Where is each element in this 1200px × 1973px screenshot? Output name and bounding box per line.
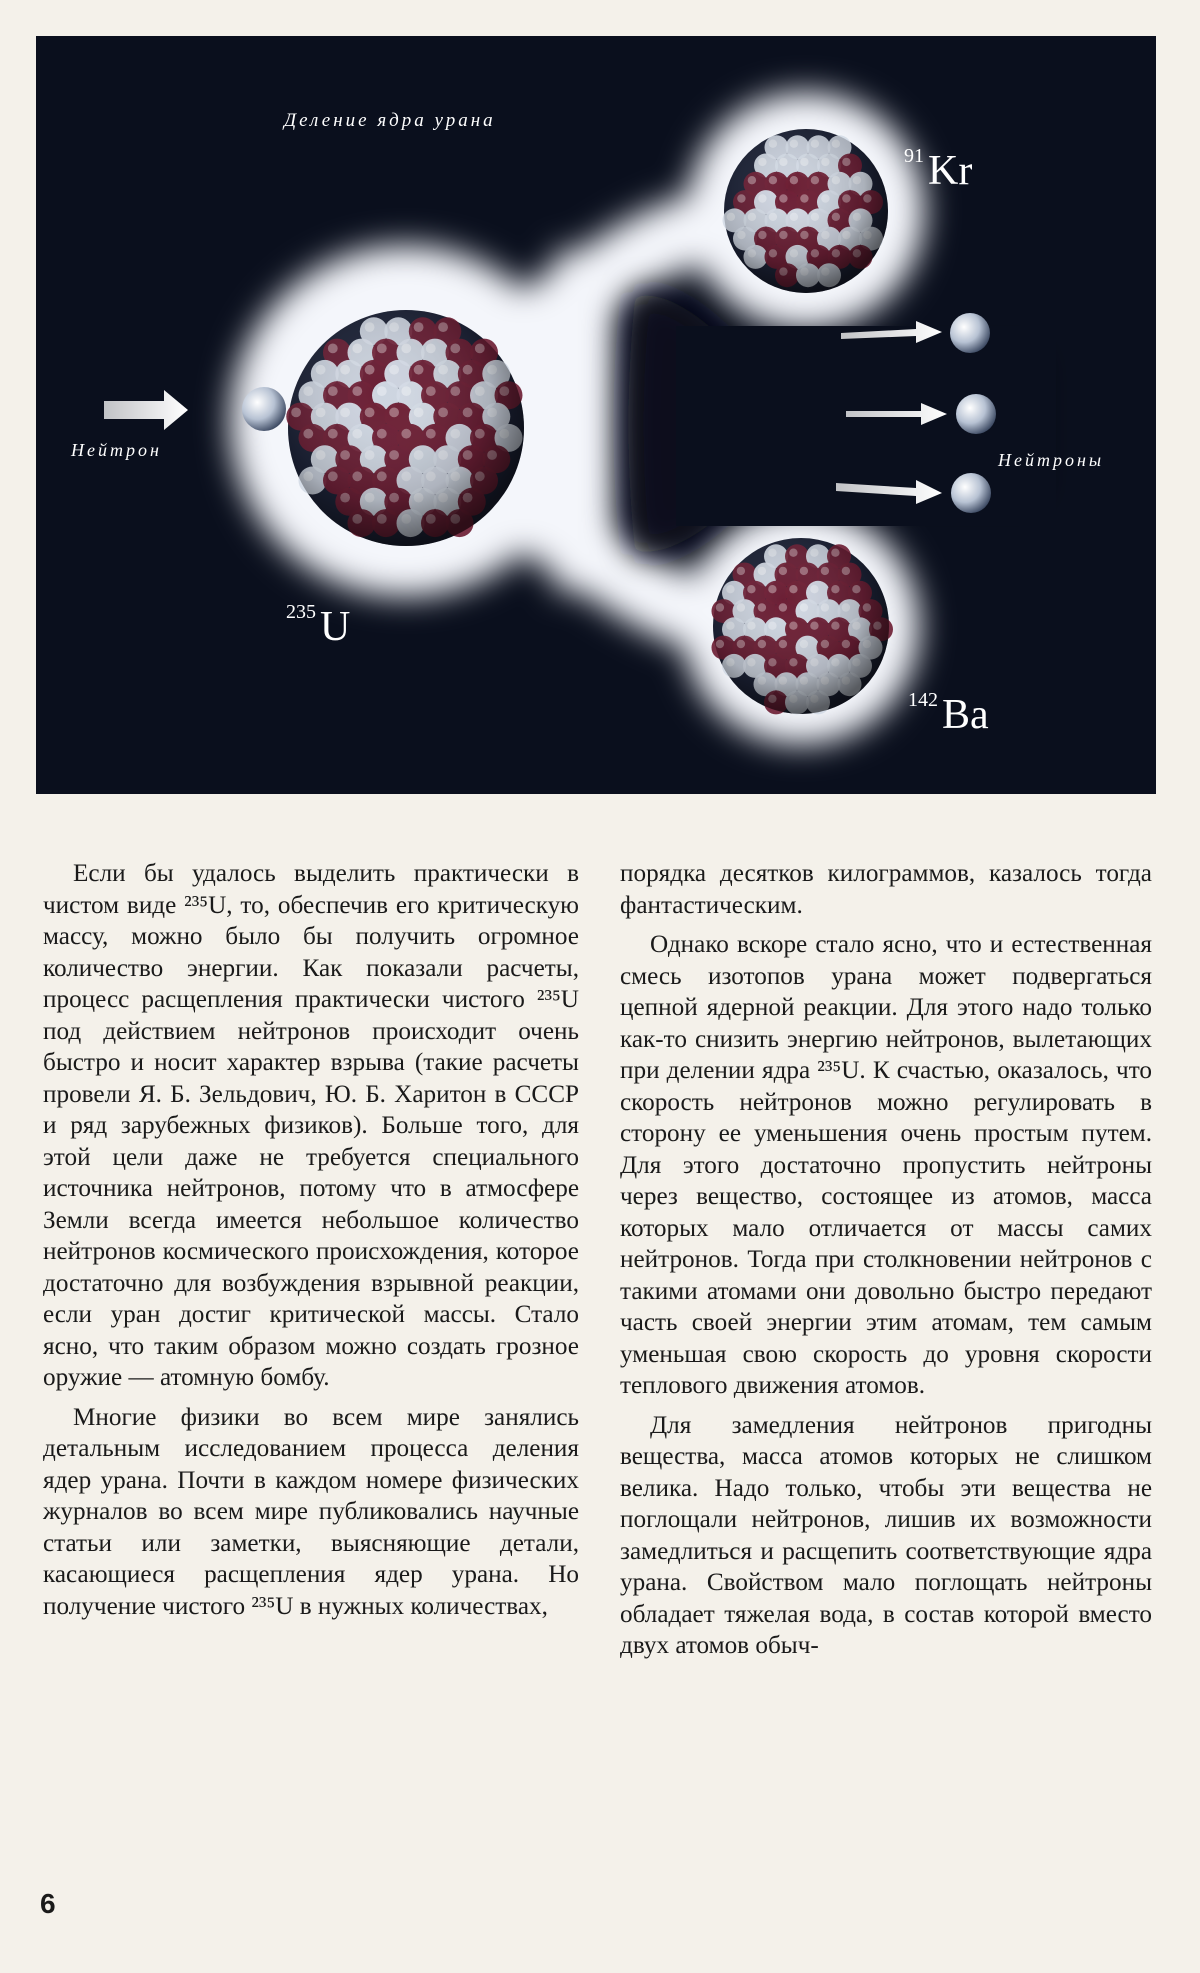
text-column-left: [43, 858, 579, 1630]
neutrons-out-label: Нейтроны: [998, 450, 1105, 470]
incoming-neutron: [242, 387, 286, 431]
paragraph: Если бы удалось выделить практически в чистом виде ²³⁵U, то, обеспечив его критическую массу, можно было бы получить огромное количество энергии. Как показали расчеты, процесс расщепления практически чистого ²³⁵U под действием нейтронов происходит очень быстро и носит характер взрыва (такие расчеты провели Я. Б. Зельдович, Ю. Б. Харитон в СССР и ряд зарубежных физиков). Больше того, для этой цели даже не требуется специального источника нейтронов, потому что в атмосфере Земли всегда имеется небольшое количество нейтронов космического происхождения, которое достаточно для возбуждения взрывной реакции, если уран достиг критической массы. Стало ясно, что таким образом можно создать грозное оружие — атомную бомбу.: [43, 860, 579, 1391]
barium-symbol: Ba: [942, 692, 989, 738]
uranium-mass: 235: [286, 601, 316, 623]
krypton-mass: 91: [904, 145, 924, 167]
paragraph-continuation: порядка десятков килограммов, казалось тогда фантастическим.: [620, 860, 1152, 919]
barium-mass: 142: [908, 689, 938, 711]
fission-diagram: [36, 36, 1156, 794]
uranium-label: [286, 602, 350, 648]
krypton-symbol: Kr: [928, 148, 973, 194]
incoming-arrow: [104, 390, 188, 430]
text-column-right: [620, 858, 1152, 1670]
figure-title: Деление ядра урана: [284, 110, 496, 131]
outgoing-neutron-1: [950, 313, 990, 353]
barium-label: [908, 690, 989, 736]
paragraph: Многие физики во всем мире занялись детальным исследованием процесса деления ядер урана. Почти в каждом номере физических журналов во всем мире публиковались научные статьи или заметки, выясняющие детали, касающиеся расщепления ядер урана. Но получение чистого ²³⁵U в нужных количествах,: [43, 1403, 579, 1620]
paragraph: Для замедления нейтронов пригодны вещества, масса атомов которых не слишком велика. Надо только, чтобы эти вещества не поглощали нейтронов, лишив их возможности замедлиться и расщепить соответствующие ядра урана. Свойством мало поглощать нейтроны обладает тяжелая вода, в состав которой вместо двух атомов обыч-: [620, 1411, 1152, 1659]
page-number: 6: [40, 1888, 56, 1919]
dark-region: [676, 326, 1056, 526]
paragraph: Однако вскоре стало ясно, что и естественная смесь изотопов урана может подвергаться цепной ядерной реакции. Для этого надо только как-то снизить энергию нейтронов, вылетающих при делении ядра ²³⁵U. К счастью, оказалось, что скорость нейтронов можно регулировать в сторону ее уменьшения очень простым путем. Для этого достаточно пропустить нейтроны через вещество, состоящее из атомов, масса которых мало отличается от массы самих нейтронов. Тогда при столкновении нейтронов с такими атомами они довольно быстро передают часть своей энергии этим атомам, тем самым уменьшая свою скорость до уровня скорости теплового движения атомов.: [620, 931, 1152, 1399]
uranium-fission-illustration: [36, 36, 1156, 794]
uranium-nucleus: [286, 310, 524, 546]
uranium-symbol: U: [320, 604, 351, 650]
krypton-label: [904, 146, 972, 192]
outgoing-neutron-2: [956, 394, 996, 434]
neutron-in-label: Нейтрон: [71, 440, 162, 460]
outgoing-neutron-3: [951, 473, 991, 513]
